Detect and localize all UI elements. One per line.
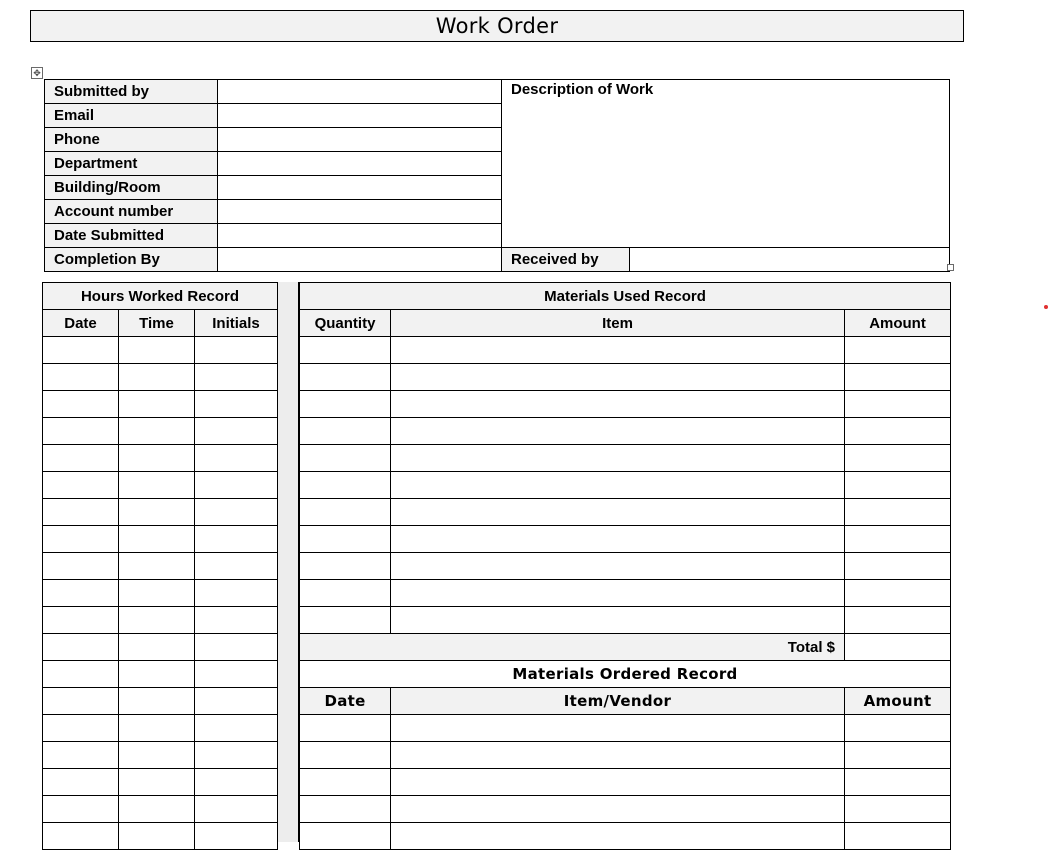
field-label: Phone bbox=[45, 128, 218, 152]
hours-cell[interactable] bbox=[195, 634, 278, 661]
hours-cell[interactable] bbox=[195, 769, 278, 796]
hours-cell[interactable] bbox=[43, 418, 119, 445]
hours-cell[interactable] bbox=[195, 391, 278, 418]
field-label: Email bbox=[45, 104, 218, 128]
hours-cell[interactable] bbox=[119, 688, 195, 715]
hours-cell[interactable] bbox=[119, 580, 195, 607]
hours-cell[interactable] bbox=[119, 418, 195, 445]
materials-used-cell[interactable] bbox=[391, 499, 845, 526]
table-separator-column bbox=[277, 282, 299, 842]
description-of-work-cell[interactable] bbox=[502, 80, 950, 248]
materials-ordered-column-header: Item/Vendor bbox=[391, 688, 845, 715]
materials-used-cell[interactable] bbox=[845, 445, 951, 472]
hours-column-header: Initials bbox=[195, 310, 278, 337]
materials-used-row bbox=[300, 364, 951, 391]
materials-ordered-row bbox=[300, 796, 951, 823]
materials-ordered-row bbox=[300, 715, 951, 742]
hours-cell[interactable] bbox=[195, 796, 278, 823]
hours-cell[interactable] bbox=[119, 553, 195, 580]
materials-used-cell[interactable] bbox=[845, 364, 951, 391]
hours-cell[interactable] bbox=[43, 445, 119, 472]
materials-used-cell[interactable] bbox=[391, 337, 845, 364]
resize-handle-icon[interactable] bbox=[947, 264, 954, 271]
materials-used-row bbox=[300, 445, 951, 472]
materials-used-row bbox=[300, 418, 951, 445]
field-value-cell[interactable] bbox=[218, 248, 502, 272]
hours-cell[interactable] bbox=[195, 607, 278, 634]
info-table bbox=[44, 79, 950, 272]
materials-ordered-cell[interactable] bbox=[845, 715, 951, 742]
materials-ordered-cell[interactable] bbox=[300, 715, 391, 742]
materials-used-row bbox=[300, 499, 951, 526]
field-label: Account number bbox=[45, 200, 218, 224]
hours-row bbox=[43, 553, 278, 580]
hours-cell[interactable] bbox=[195, 364, 278, 391]
materials-used-cell[interactable] bbox=[845, 607, 951, 634]
hours-column-header: Date bbox=[43, 310, 119, 337]
field-value-cell[interactable] bbox=[218, 152, 502, 176]
hours-cell[interactable] bbox=[195, 823, 278, 850]
materials-used-cell[interactable] bbox=[845, 391, 951, 418]
materials-ordered-column-header: Amount bbox=[845, 688, 951, 715]
total-label: Total $ bbox=[300, 634, 845, 661]
materials-ordered-cell[interactable] bbox=[391, 715, 845, 742]
field-label: Date Submitted bbox=[45, 224, 218, 248]
field-value-cell[interactable] bbox=[218, 128, 502, 152]
total-value-field[interactable] bbox=[845, 634, 951, 661]
materials-used-row bbox=[300, 553, 951, 580]
materials-ordered-row bbox=[300, 742, 951, 769]
move-handle-icon[interactable]: ✥ bbox=[31, 67, 43, 79]
materials-used-cell[interactable] bbox=[300, 391, 391, 418]
field-value-cell[interactable] bbox=[218, 80, 502, 104]
hours-worked-title: Hours Worked Record bbox=[43, 283, 278, 310]
materials-ordered-cell[interactable] bbox=[845, 769, 951, 796]
field-value-cell[interactable] bbox=[218, 176, 502, 200]
hours-row bbox=[43, 607, 278, 634]
materials-used-cell[interactable] bbox=[300, 526, 391, 553]
page-title: Work Order bbox=[435, 14, 559, 38]
hours-cell[interactable] bbox=[195, 337, 278, 364]
materials-ordered-row bbox=[300, 769, 951, 796]
materials-used-cell[interactable] bbox=[845, 499, 951, 526]
materials-ordered-cell[interactable] bbox=[300, 796, 391, 823]
hours-cell[interactable] bbox=[119, 337, 195, 364]
materials-used-cell[interactable] bbox=[300, 337, 391, 364]
hours-cell[interactable] bbox=[119, 607, 195, 634]
field-label: Building/Room bbox=[45, 176, 218, 200]
hours-title-row bbox=[43, 283, 278, 310]
materials-used-cell[interactable] bbox=[300, 445, 391, 472]
materials-used-cell[interactable] bbox=[845, 553, 951, 580]
materials-table bbox=[299, 282, 951, 850]
materials-used-column-header: Amount bbox=[845, 310, 951, 337]
field-value-cell[interactable] bbox=[218, 224, 502, 248]
materials-ordered-cell[interactable] bbox=[391, 796, 845, 823]
hours-row bbox=[43, 715, 278, 742]
materials-ordered-cell[interactable] bbox=[391, 742, 845, 769]
materials-used-column-header: Quantity bbox=[300, 310, 391, 337]
materials-used-cell[interactable] bbox=[300, 418, 391, 445]
hours-row bbox=[43, 445, 278, 472]
materials-used-cell[interactable] bbox=[300, 580, 391, 607]
info-row bbox=[45, 248, 950, 272]
materials-used-row bbox=[300, 607, 951, 634]
materials-used-cell[interactable] bbox=[391, 445, 845, 472]
hours-cell[interactable] bbox=[43, 796, 119, 823]
hours-row bbox=[43, 823, 278, 850]
hours-cell[interactable] bbox=[119, 472, 195, 499]
hours-cell[interactable] bbox=[195, 526, 278, 553]
hours-cell[interactable] bbox=[119, 823, 195, 850]
hours-header-row bbox=[43, 310, 278, 337]
red-marker-dot bbox=[1044, 305, 1048, 309]
hours-cell[interactable] bbox=[119, 445, 195, 472]
materials-used-row bbox=[300, 580, 951, 607]
hours-cell[interactable] bbox=[119, 715, 195, 742]
materials-used-cell[interactable] bbox=[845, 337, 951, 364]
hours-cell[interactable] bbox=[43, 472, 119, 499]
materials-used-cell[interactable] bbox=[391, 553, 845, 580]
hours-cell[interactable] bbox=[43, 769, 119, 796]
hours-row bbox=[43, 337, 278, 364]
hours-cell[interactable] bbox=[195, 742, 278, 769]
materials-used-cell[interactable] bbox=[300, 472, 391, 499]
field-label: Department bbox=[45, 152, 218, 176]
materials-ordered-header-row bbox=[300, 688, 951, 715]
hours-row bbox=[43, 391, 278, 418]
materials-used-header-row bbox=[300, 310, 951, 337]
hours-cell[interactable] bbox=[119, 391, 195, 418]
materials-ordered-cell[interactable] bbox=[845, 823, 951, 850]
hours-cell[interactable] bbox=[195, 472, 278, 499]
hours-cell[interactable] bbox=[43, 823, 119, 850]
materials-used-cell[interactable] bbox=[845, 580, 951, 607]
hours-row bbox=[43, 661, 278, 688]
hours-row bbox=[43, 634, 278, 661]
hours-cell[interactable] bbox=[119, 769, 195, 796]
hours-column-header: Time bbox=[119, 310, 195, 337]
info-row bbox=[45, 80, 950, 104]
materials-ordered-cell[interactable] bbox=[300, 823, 391, 850]
hours-cell[interactable] bbox=[119, 796, 195, 823]
materials-used-title-row bbox=[300, 283, 951, 310]
materials-used-cell[interactable] bbox=[845, 472, 951, 499]
hours-row bbox=[43, 769, 278, 796]
materials-used-row bbox=[300, 337, 951, 364]
hours-cell[interactable] bbox=[195, 688, 278, 715]
materials-ordered-cell[interactable] bbox=[300, 742, 391, 769]
materials-ordered-cell[interactable] bbox=[300, 769, 391, 796]
materials-ordered-title-row bbox=[300, 661, 951, 688]
hours-cell[interactable] bbox=[43, 742, 119, 769]
hours-row bbox=[43, 418, 278, 445]
hours-cell[interactable] bbox=[43, 634, 119, 661]
field-label: Submitted by bbox=[45, 80, 218, 104]
materials-ordered-cell[interactable] bbox=[391, 769, 845, 796]
materials-ordered-title: Materials Ordered Record bbox=[300, 661, 951, 688]
materials-used-cell[interactable] bbox=[300, 499, 391, 526]
hours-cell[interactable] bbox=[195, 553, 278, 580]
hours-cell[interactable] bbox=[195, 661, 278, 688]
hours-row bbox=[43, 364, 278, 391]
materials-used-title: Materials Used Record bbox=[300, 283, 951, 310]
hours-cell[interactable] bbox=[195, 445, 278, 472]
field-value-cell[interactable] bbox=[218, 200, 502, 224]
hours-cell[interactable] bbox=[43, 715, 119, 742]
materials-ordered-cell[interactable] bbox=[845, 796, 951, 823]
hours-cell[interactable] bbox=[195, 418, 278, 445]
hours-cell[interactable] bbox=[195, 715, 278, 742]
materials-used-cell[interactable] bbox=[391, 607, 845, 634]
hours-row bbox=[43, 688, 278, 715]
hours-row bbox=[43, 796, 278, 823]
materials-used-cell[interactable] bbox=[391, 580, 845, 607]
hours-cell[interactable] bbox=[119, 526, 195, 553]
received-by-label: Received by bbox=[502, 248, 630, 272]
hours-row bbox=[43, 526, 278, 553]
materials-ordered-cell[interactable] bbox=[845, 742, 951, 769]
hours-cell[interactable] bbox=[195, 580, 278, 607]
materials-ordered-cell[interactable] bbox=[391, 823, 845, 850]
hours-row bbox=[43, 499, 278, 526]
hours-worked-table bbox=[42, 282, 278, 850]
hours-cell[interactable] bbox=[119, 742, 195, 769]
hours-cell[interactable] bbox=[43, 526, 119, 553]
materials-used-cell[interactable] bbox=[391, 391, 845, 418]
hours-cell[interactable] bbox=[43, 688, 119, 715]
received-by-field[interactable] bbox=[630, 248, 950, 272]
field-value-cell[interactable] bbox=[218, 104, 502, 128]
materials-used-cell[interactable] bbox=[845, 526, 951, 553]
materials-used-cell[interactable] bbox=[391, 526, 845, 553]
total-row bbox=[300, 634, 951, 661]
materials-used-cell[interactable] bbox=[300, 364, 391, 391]
field-label: Completion By bbox=[45, 248, 218, 272]
hours-cell[interactable] bbox=[43, 364, 119, 391]
hours-cell[interactable] bbox=[195, 499, 278, 526]
description-label: Description of Work bbox=[511, 81, 654, 98]
hours-cell[interactable] bbox=[119, 661, 195, 688]
hours-cell[interactable] bbox=[43, 337, 119, 364]
materials-used-cell[interactable] bbox=[391, 472, 845, 499]
materials-ordered-row bbox=[300, 823, 951, 850]
materials-used-column-header: Item bbox=[391, 310, 845, 337]
materials-used-cell[interactable] bbox=[300, 553, 391, 580]
materials-used-row bbox=[300, 526, 951, 553]
materials-used-cell[interactable] bbox=[391, 418, 845, 445]
hours-cell[interactable] bbox=[43, 553, 119, 580]
title-bar bbox=[30, 10, 964, 42]
hours-row bbox=[43, 580, 278, 607]
hours-cell[interactable] bbox=[43, 661, 119, 688]
materials-used-cell[interactable] bbox=[845, 418, 951, 445]
materials-used-cell[interactable] bbox=[300, 607, 391, 634]
hours-cell[interactable] bbox=[43, 391, 119, 418]
hours-cell[interactable] bbox=[43, 580, 119, 607]
hours-cell[interactable] bbox=[119, 364, 195, 391]
materials-used-cell[interactable] bbox=[391, 364, 845, 391]
hours-cell[interactable] bbox=[43, 607, 119, 634]
hours-row bbox=[43, 472, 278, 499]
hours-row bbox=[43, 742, 278, 769]
materials-ordered-column-header: Date bbox=[300, 688, 391, 715]
materials-used-row bbox=[300, 472, 951, 499]
hours-cell[interactable] bbox=[43, 499, 119, 526]
materials-used-row bbox=[300, 391, 951, 418]
hours-cell[interactable] bbox=[119, 634, 195, 661]
hours-cell[interactable] bbox=[119, 499, 195, 526]
